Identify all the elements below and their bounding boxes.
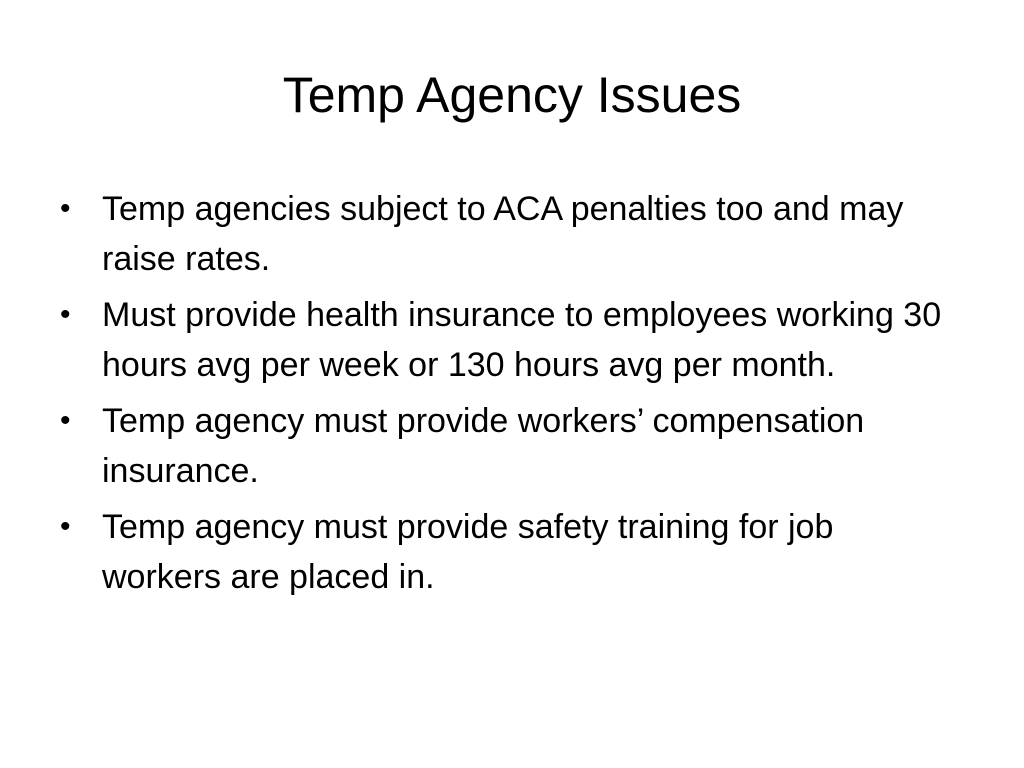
bullet-text: Temp agency must provide workers’ compensation insurance. <box>102 402 865 490</box>
bullet-item <box>58 396 958 496</box>
bullet-item <box>58 184 958 284</box>
bullet-item <box>58 502 958 602</box>
bullet-dot-icon: • <box>60 510 71 543</box>
bullet-text: Temp agency must provide safety training for job workers are placed in. <box>102 508 834 596</box>
bullet-dot-icon: • <box>60 192 71 225</box>
bullet-text: Must provide health insurance to employees working 30 hours avg per week or 130 hours avg per month. <box>102 296 942 384</box>
bullet-dot-icon: • <box>60 404 71 437</box>
bullet-dot-icon: • <box>60 298 71 331</box>
bullet-list <box>58 184 958 608</box>
bullet-text: Temp agencies subject to ACA penalties too and may raise rates. <box>102 190 904 278</box>
bullet-item <box>58 290 958 390</box>
slide-title: Temp Agency Issues <box>282 67 742 123</box>
